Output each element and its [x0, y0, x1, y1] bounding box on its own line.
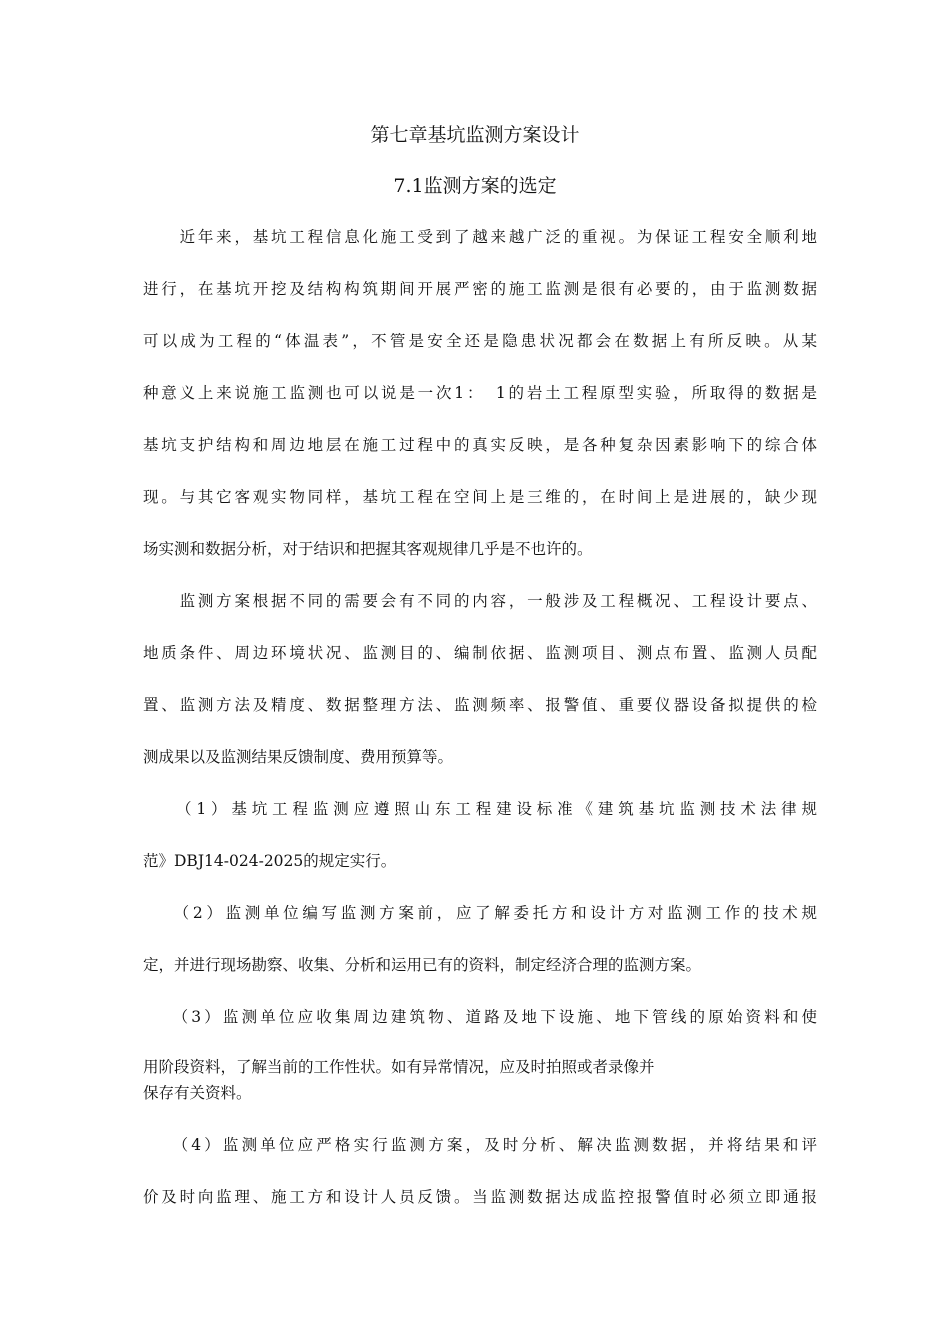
text-line: 近年来，基坑工程信息化施工受到了越来越广泛的重视。为保证工程安全顺利地 [143, 228, 817, 246]
text-line: 测成果以及监测结果反馈制度、费用预算等。 [143, 748, 454, 766]
section-title: 7.1监测方案的选定 [393, 175, 557, 197]
text-line: 地质条件、周边环境状况、监测目的、编制依据、监测项目、测点布置、监测人员配 [143, 644, 817, 662]
text-line: 用阶段资料，了解当前的工作性状。如有异常情况，应及时拍照或者录像并 [143, 1058, 655, 1076]
text-line: 可以成为工程的“体温表”，不管是安全还是隐患状况都会在数据上有所反映。从某 [143, 332, 817, 350]
text-line: 置、监测方法及精度、数据整理方法、监测频率、报警值、重要仪器设备拟提供的检 [143, 696, 817, 714]
text-line: 监测方案根据不同的需要会有不同的内容，一般涉及工程概况、工程设计要点、 [143, 592, 817, 610]
text-line: （4）监测单位应严格实行监测方案，及时分析、解决监测数据，并将结果和评 [143, 1136, 817, 1154]
text-line: 价及时向监理、施工方和设计人员反馈。当监测数据达成监控报警值时必须立即通报 [143, 1188, 817, 1206]
chapter-title: 第七章基坑监测方案设计 [370, 124, 580, 146]
text-line: 基坑支护结构和周边地层在施工过程中的真实反映，是各种复杂因素影响下的综合体 [143, 436, 817, 454]
text-line: （3）监测单位应收集周边建筑物、道路及地下设施、地下管线的原始资料和使 [143, 1008, 817, 1026]
text-line: 场实测和数据分析，对于结识和把握其客观规律几乎是不也许的。 [143, 540, 593, 558]
text-line: （2）监测单位编写监测方案前，应了解委托方和设计方对监测工作的技术规 [143, 904, 817, 922]
text-line: 范》DBJ14-024-2025的规定实行。 [143, 852, 397, 870]
text-line: 保存有关资料。 [143, 1084, 252, 1102]
text-line: 现。与其它客观实物同样，基坑工程在空间上是三维的，在时间上是进展的，缺少现 [143, 488, 817, 506]
text-line: 种意义上来说施工监测也可以说是一次1： 1的岩土工程原型实验，所取得的数据是 [143, 384, 817, 402]
text-line: 定，并进行现场勘察、收集、分析和运用已有的资料，制定经济合理的监测方案。 [143, 956, 702, 974]
text-line: （1）基坑工程监测应遵照山东工程建设标准《建筑基坑监测技术法律规 [143, 800, 817, 818]
text-line: 进行，在基坑开挖及结构构筑期间开展严密的施工监测是很有必要的，由于监测数据 [143, 280, 817, 298]
